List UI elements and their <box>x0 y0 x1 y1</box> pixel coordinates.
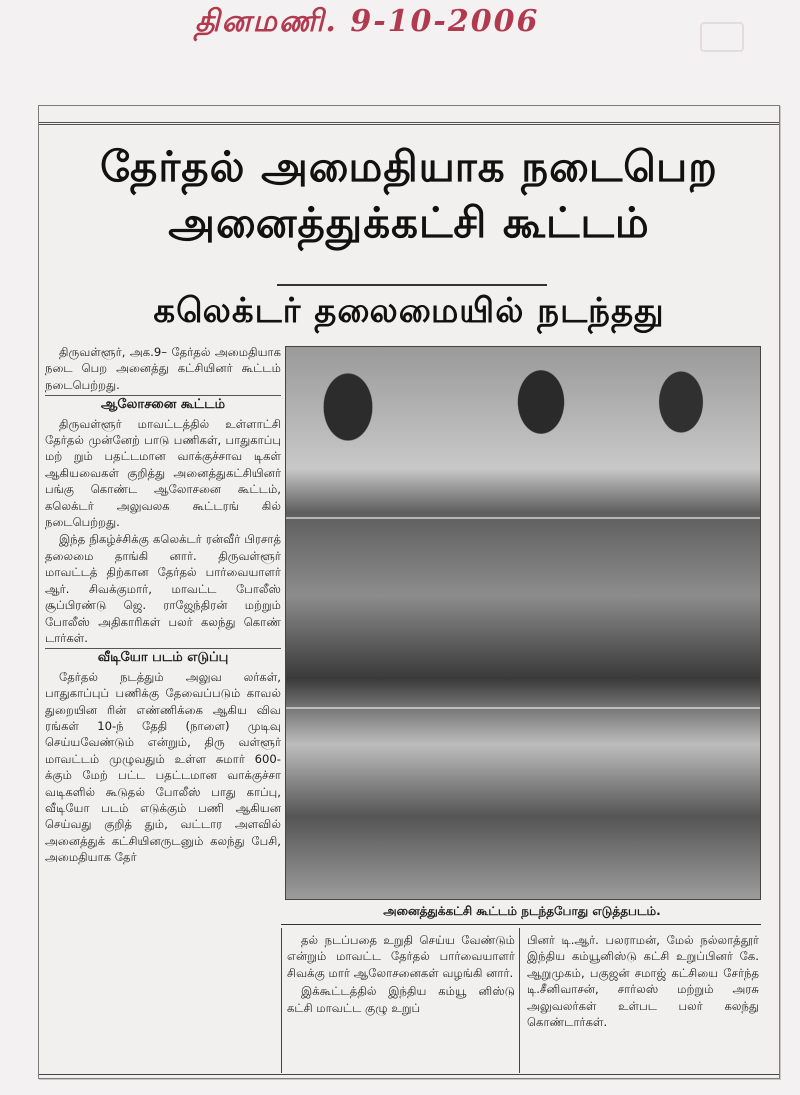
article-paragraph-3: தேர்தல் நடத்தும் அலுவ லர்கள், பாதுகாப்புப் பணிக்கு தேவைப்படும் காவல் துறையின ரின் எண்ணிக்கை ஆகிய விவ ரங்கள் 10-ந் தேதி (நாளை) முடிவு செய்யவேண்டும் என்றும், திரு வள்ளூர் மாவட்டம் முழுவதும் உள்ள சுமார் 600-க்கும் மேற் பட்ட பதட்டமான வாக்குச்சா வடிகளில் கூடுதல் போலீஸ் பாது காப்பு, வீடியோ படம் எடுக்கும் பணி ஆகியன செய்வது குறித் தும், வட்டார அளவில் அனைத்துக் கட்சியினருடனும் கலந்து பேசி, அமைதியாக தேர் <box>45 669 281 865</box>
article-column-left <box>45 344 281 867</box>
article-intro: திருவள்ளூர், அக.9– தேர்தல் அமைதியாக நடை பெற அனைத்து கட்சியினர் கூட்டம் நடைபெற்றது. <box>45 345 281 392</box>
headline-divider <box>277 284 547 286</box>
photo-band <box>286 517 760 519</box>
photo-caption: அனைத்துக்கட்சி கூட்டம் நடந்தபோது எடுத்தபடம். <box>383 904 661 918</box>
top-rule <box>39 122 779 125</box>
photo-band <box>286 707 760 709</box>
headline-subtitle: கலெக்டர் தலைமையில் நடந்தது <box>153 291 665 331</box>
article-paragraph-2: இந்த நிகழ்ச்சிக்கு கலெக்டர் ரன்வீர் பிரசாத் தலைமை தாங்கி னார். திருவள்ளூர் மாவட்டத் திற்கான தேர்தல் பார்வையாளர் ஆர். சிவக்குமார், மாவட்ட போலீஸ் சூப்பிரண்டு ஜெ. ராஜேந்திரன் மற்றும் போலீஸ் அதிகாரிகள் பலர் கலந்து கொண் டார்கள். <box>45 532 281 645</box>
bottom-rule <box>39 1074 779 1075</box>
newspaper-clipping <box>38 105 780 1079</box>
article-middle-paragraph-2: இக்கூட்டத்தில் இந்திய கம்யூ னிஸ்டு கட்சி மாவட்ட குழு உறுப் <box>287 984 515 1015</box>
article-middle-paragraph-1: தல் நடப்பதை உறுதி செய்ய வேண்டும் என்றும் மாவட்ட தேர்தல் பார்வையாளர் சிவக்கு மார் ஆலோசனைகள் வழங்கி னார். <box>287 933 515 980</box>
article-column-middle <box>287 932 515 1018</box>
article-right-paragraph: பினர் டி.ஆர். பலராமன், மேல் நல்லாத்தூர் இந்திய கம்யூனிஸ்டு கட்சி உறுப்பினர் கே. ஆறுமுகம், பகுஜன் சமாஜ் கட்சியை சேர்ந்த டி.சீனிவாசன், சார்லஸ் மற்றும் அரசு அலுவலர்கள் உள்பட பலர் கலந்து கொண்டார்கள். <box>527 933 759 1030</box>
subhead-video: வீடியோ படம் எடுப்பு <box>45 648 281 666</box>
column-separator <box>281 928 282 1073</box>
headline-line-1: தேர்தல் அமைதியாக நடைபெற <box>100 142 718 191</box>
subhead-consultation: ஆலோசனை கூட்டம் <box>45 395 281 413</box>
meeting-photo <box>285 346 761 900</box>
article-paragraph-1: திருவள்ளூர் மாவட்டத்தில் உள்ளாட்சி தேர்தல் முன்னேற் பாடு பணிகள், பாதுகாப்பு மற் றும் பதட்டமான வாக்குச்சாவ டிகள் ஆகியவைகள் குறித்து அனைத்துகட்சியினர் பங்கு கொண்ட ஆலோசனை கூட்டம், கலெக்டர் அலுவலக கூட்டரங் கில் நடைபெற்றது. <box>45 416 281 530</box>
headline-line-2: அனைத்துக்கட்சி கூட்டம் <box>168 198 650 247</box>
caption-divider <box>281 924 761 925</box>
faint-stamp-mark <box>700 22 744 52</box>
column-separator <box>519 928 520 1073</box>
article-column-right <box>527 932 759 1030</box>
handwritten-date-note: தினமணி. 9-10-2006 <box>195 4 540 39</box>
